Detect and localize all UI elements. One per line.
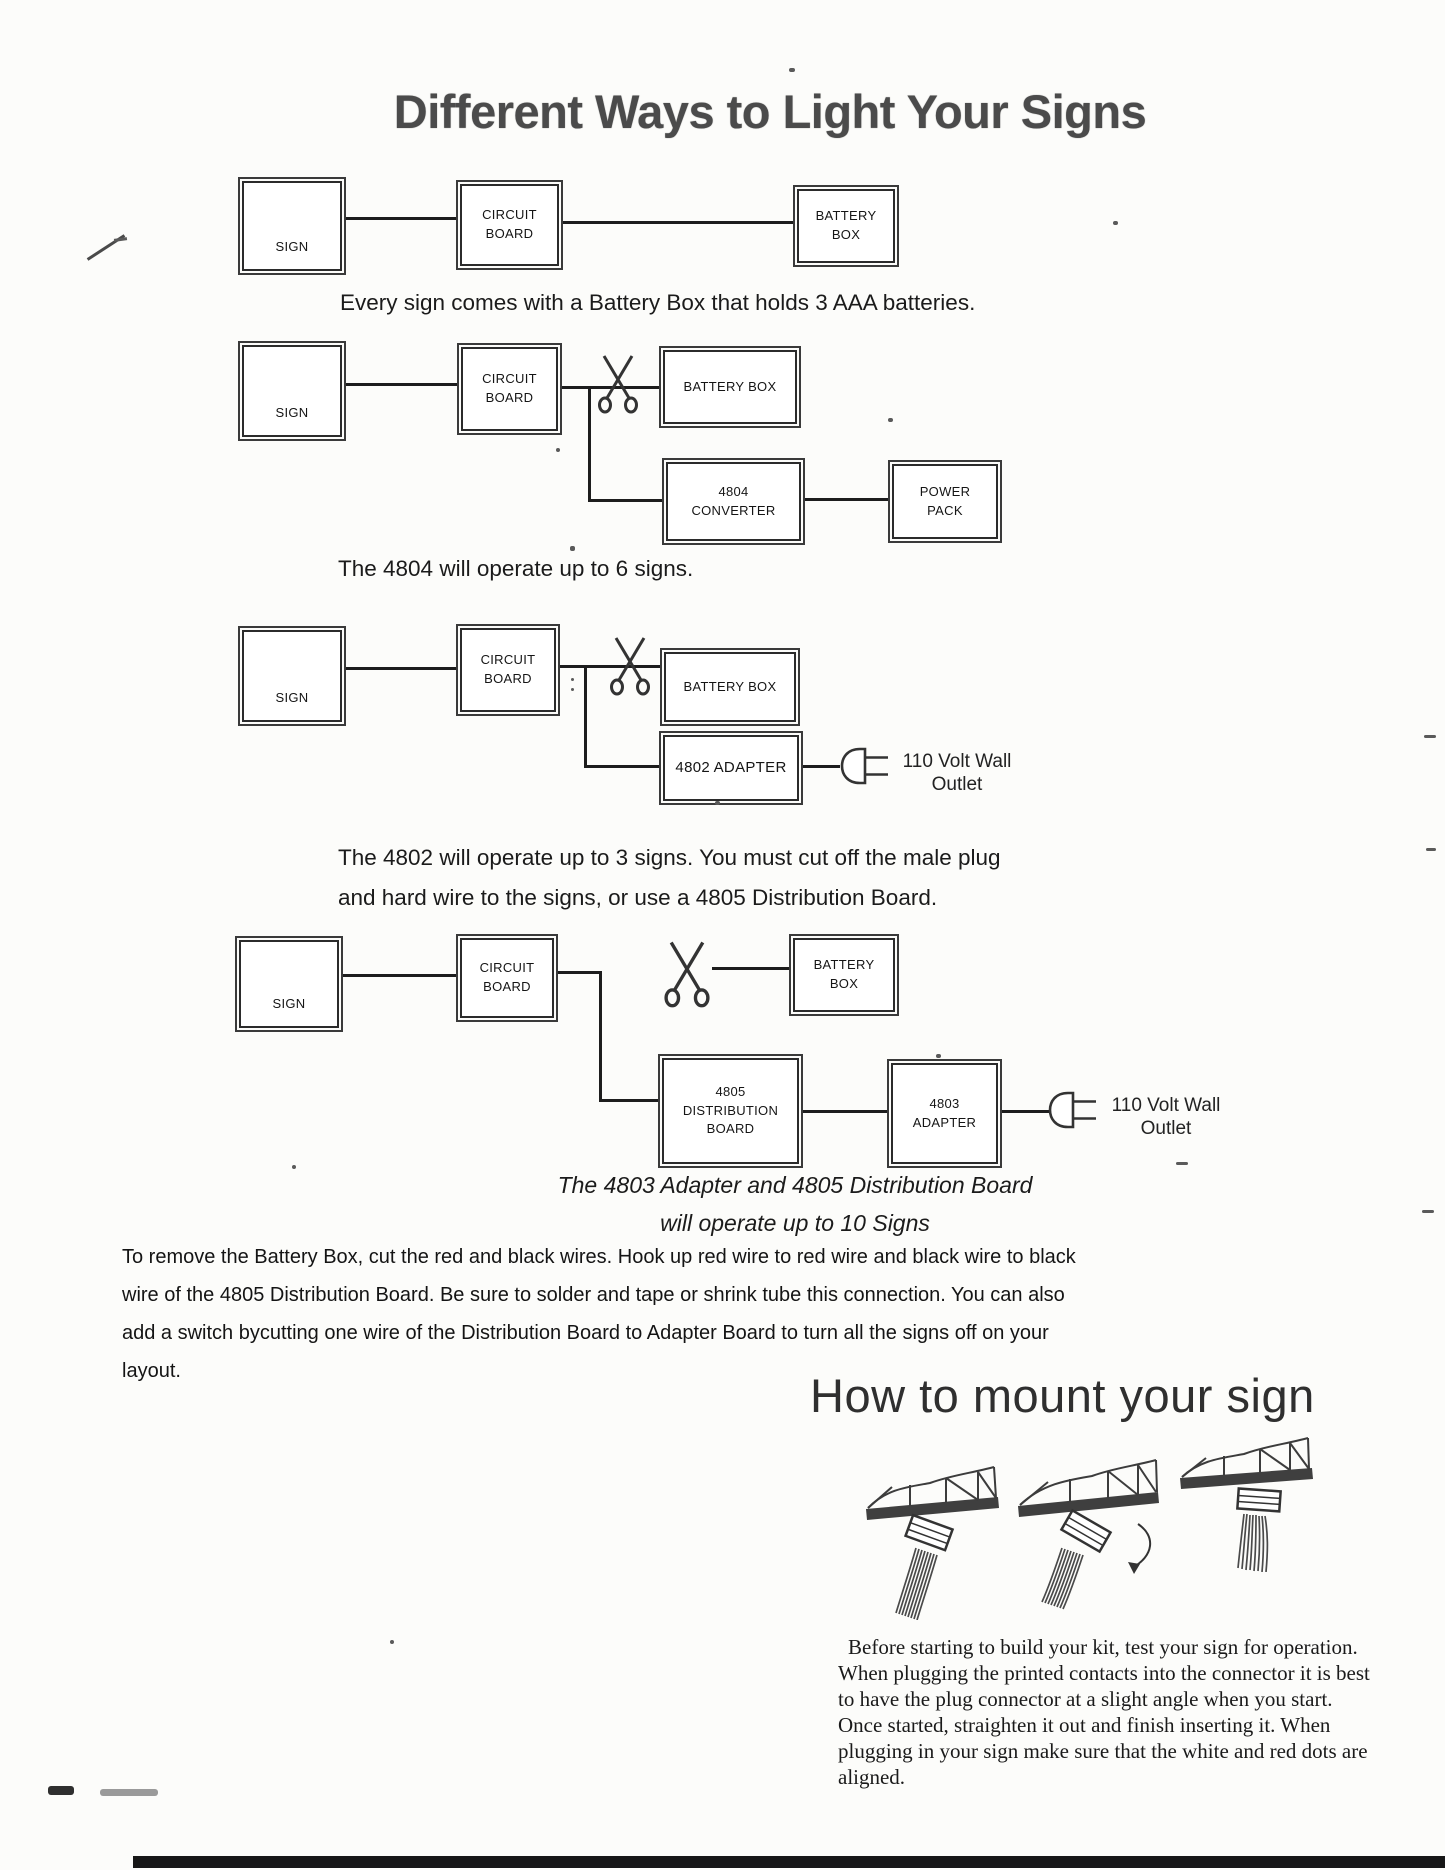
- distribution-board-4805-box: [662, 1058, 799, 1164]
- circuit-label: CIRCUIT: [479, 960, 535, 976]
- caption-4802: [338, 838, 1001, 918]
- scan-edge-bar: [133, 1856, 1445, 1868]
- wall-outlet-text: [1096, 1094, 1236, 1140]
- scissors-icon: [662, 938, 712, 1008]
- mounting-step-2-illustration: [1012, 1436, 1172, 1611]
- scan-dash: [1424, 735, 1436, 738]
- circuit-board-box: [461, 347, 558, 431]
- mounting-instructions: Before starting to build your kit, test your sign for operation. When plugging the printed contacts into the connector it is best to have the plug connector at a slight angle when you start. Once started, straighten it out and finish inserting it. When plugging in your sign make sure that the white and red dots are aligned.: [838, 1635, 1370, 1789]
- adapter-4802-label: 4802 ADAPTER: [675, 759, 787, 777]
- adapter-4803-label: ADAPTER: [912, 1114, 977, 1130]
- converter-4804-box: [666, 462, 801, 541]
- power-label: POWER: [919, 483, 971, 499]
- sign-box: [242, 181, 342, 271]
- board-label: BOARD: [485, 226, 534, 241]
- wire-distribution-to-adapter: [795, 1110, 891, 1113]
- board-label: BOARD: [483, 979, 531, 994]
- mount-heading: How to mount your sign: [810, 1369, 1315, 1422]
- pen-mark-tick: [114, 237, 127, 242]
- wire-adapter-to-plug: [994, 1110, 1050, 1113]
- distribution-board-label: BOARD: [706, 1121, 755, 1137]
- scan-smudge: [48, 1786, 74, 1795]
- battery-box-label: BATTERY BOX: [683, 378, 777, 394]
- box-label: BOX: [831, 227, 861, 242]
- converter-number-label: 4804: [718, 483, 749, 499]
- wire-scissors-to-battery: [712, 967, 793, 970]
- wall-outlet-text: [888, 750, 1026, 796]
- battery-label: BATTERY: [815, 208, 877, 224]
- power-plug-icon: [838, 744, 892, 788]
- sign-box: [242, 345, 342, 437]
- wire-sign-to-circuit: [335, 974, 460, 977]
- converter-label: CONVERTER: [691, 502, 776, 518]
- scissors-icon: [608, 634, 652, 696]
- wire-circuit-to-battery: [556, 221, 797, 224]
- board-label: BOARD: [485, 390, 534, 405]
- wire-circuit-stub: [550, 971, 602, 974]
- scan-speck: [390, 1640, 394, 1644]
- wire-to-distribution: [599, 1099, 663, 1102]
- battery-box: [663, 350, 797, 424]
- wire-converter-to-powerpack: [797, 498, 892, 501]
- scan-speck: [571, 678, 574, 681]
- mounting-step-1-illustration: [858, 1445, 1008, 1620]
- sign-label: SIGN: [275, 690, 309, 706]
- caption-4803-line1: The 4803 Adapter and 4805 Distribution Board: [557, 1172, 1033, 1198]
- battery-label: BATTERY: [813, 957, 875, 973]
- battery-box-label: BATTERY BOX: [683, 678, 777, 694]
- battery-box: [797, 189, 895, 263]
- wire-drop: [588, 386, 591, 502]
- caption-4803: [545, 1166, 1045, 1242]
- power-pack-box: [892, 464, 998, 539]
- outlet-line1: 110 Volt Wall: [902, 751, 1012, 772]
- adapter-4803-number-label: 4803: [929, 1095, 960, 1111]
- caption-battery-box: Every sign comes with a Battery Box that holds 3 AAA batteries.: [340, 290, 976, 315]
- scan-dash: [1426, 848, 1436, 851]
- scissors-icon: [596, 352, 640, 414]
- caption-4803-line2: will operate up to 10 Signs: [660, 1210, 930, 1236]
- distribution-label: DISTRIBUTION: [682, 1102, 779, 1118]
- circuit-label: CIRCUIT: [482, 371, 537, 387]
- outlet-line1: 110 Volt Wall: [1111, 1095, 1221, 1116]
- battery-box: [793, 938, 895, 1012]
- circuit-label: CIRCUIT: [480, 652, 536, 668]
- caption-4802-line1: The 4802 will operate up to 3 signs. You must cut off the male plug: [338, 845, 1001, 870]
- sign-label: SIGN: [272, 996, 306, 1012]
- scan-speck: [936, 1054, 941, 1058]
- wire-sign-to-circuit: [338, 383, 461, 386]
- scan-speck: [715, 801, 720, 805]
- outlet-line2: Outlet: [1140, 1118, 1192, 1139]
- power-plug-icon: [1046, 1088, 1100, 1132]
- circuit-label: CIRCUIT: [482, 207, 537, 223]
- board-label: BOARD: [484, 671, 532, 686]
- adapter-4802-box: [663, 735, 799, 801]
- pack-label: PACK: [927, 502, 963, 518]
- circuit-board-box: [460, 628, 556, 712]
- scan-dash: [1176, 1162, 1188, 1165]
- scan-speck: [789, 68, 795, 72]
- circuit-board-box: [460, 938, 554, 1018]
- sign-box: [242, 630, 342, 722]
- wire-sign-to-circuit: [338, 667, 460, 670]
- caption-4802-line2: and hard wire to the signs, or use a 4805 Distribution Board.: [338, 885, 938, 910]
- box-label: BOX: [829, 976, 859, 991]
- caption-4804: The 4804 will operate up to 6 signs.: [338, 556, 694, 581]
- wire-sign-to-circuit: [338, 217, 460, 220]
- wire-adapter-to-plug: [795, 765, 840, 768]
- scan-speck: [888, 418, 893, 422]
- sign-label: SIGN: [275, 239, 309, 255]
- scan-speck: [571, 688, 574, 691]
- circuit-board-box: [460, 184, 559, 266]
- outlet-line2: Outlet: [931, 774, 983, 795]
- distribution-number-label: 4805: [715, 1083, 746, 1099]
- scan-dash: [1422, 1210, 1434, 1213]
- scan-speck: [556, 448, 560, 452]
- sign-label: SIGN: [275, 405, 309, 421]
- wire-drop: [584, 665, 587, 768]
- scan-speck: [292, 1165, 296, 1169]
- wire-to-converter: [588, 499, 668, 502]
- scan-smudge: [100, 1789, 158, 1796]
- scan-speck: [570, 546, 575, 551]
- battery-box: [664, 652, 796, 722]
- mounting-step-3-illustration: [1172, 1422, 1322, 1572]
- distribution-instructions: To remove the Battery Box, cut the red and black wires. Hook up red wire to red wire and black wire to black wire of the 4805 Distribution Board. Be sure to solder and tape or shrink tube this connection. You can also add a switch bycutting one wire of the Distribution Board to Adapter Board to turn all the signs off on your layout.: [122, 1246, 1076, 1382]
- scan-speck: [1113, 221, 1118, 225]
- page-title: Different Ways to Light Your Signs: [393, 85, 1147, 138]
- sign-box: [239, 940, 339, 1028]
- wire-to-adapter: [584, 765, 663, 768]
- wire-drop: [599, 971, 602, 1102]
- adapter-4803-box: [891, 1063, 998, 1164]
